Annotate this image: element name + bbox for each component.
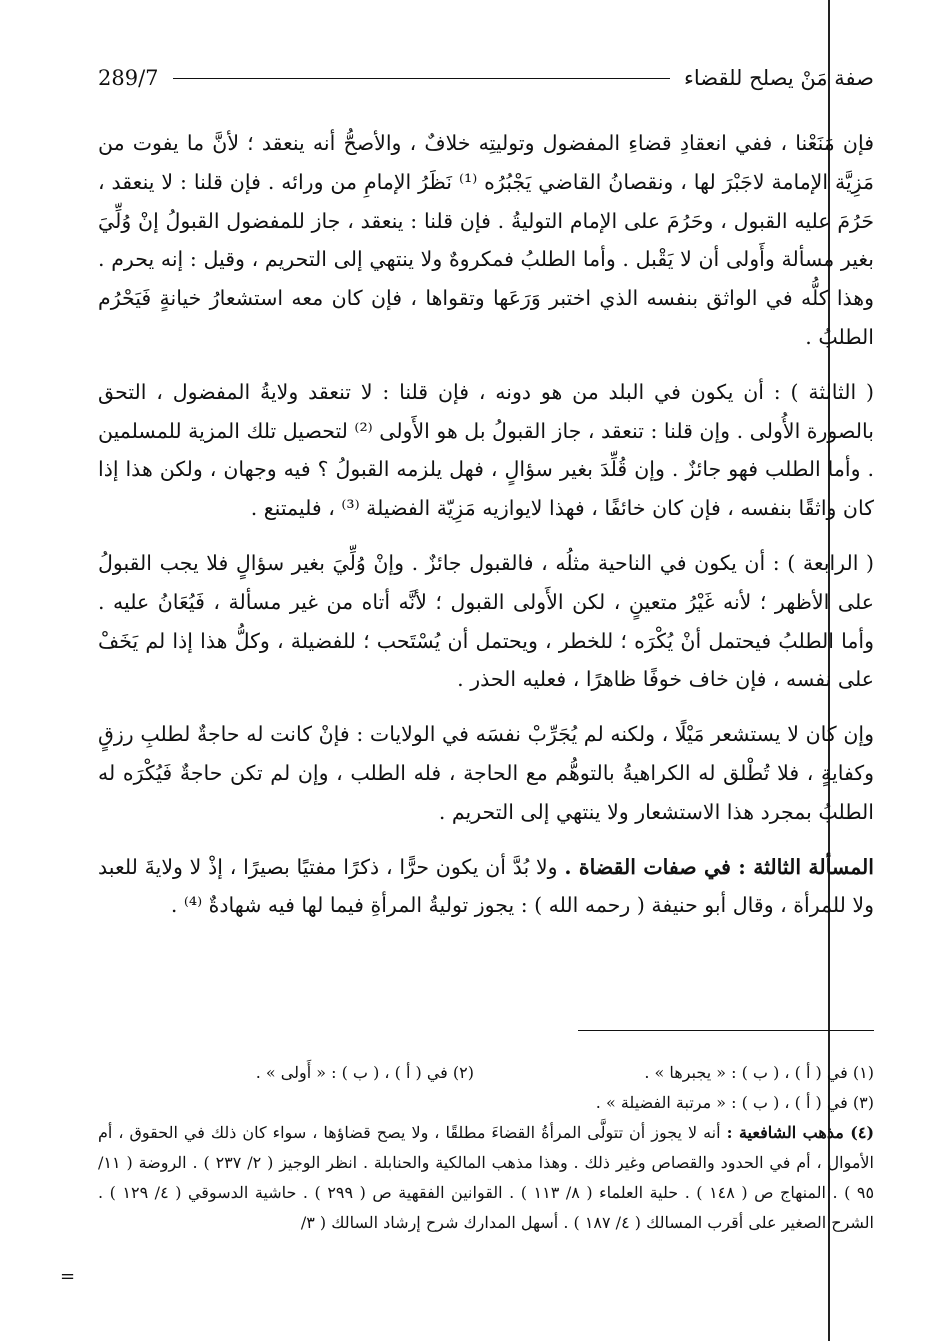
footnote-separator — [578, 1030, 874, 1031]
paragraph-4: وإن كان لا يستشعر مَيْلًا ، ولكنه لم يُجَرِّبْ نفسَه في الولايات : فإنْ كانت له حاجةٌ لطلبِ رزقٍ وكفايةٍ ، فلا تُطْلق له الكراهيةُ بالتوهُّم مع الحاجة ، فله الطلب ، وإن لم تكن حاجةٌ فَيُكْرَه له الطلبُ بمجرد هذا الاستشعار ولا ينتهي إلى التحريم . — [98, 722, 874, 824]
footnote-3: (٣) في ( أ ) ، ( ب ) : « مرتبة الفضيلة » . — [595, 1093, 874, 1112]
footnote-1: (١) في ( أ ) ، ( ب ) : « يجبرها » . — [644, 1063, 874, 1082]
continuation-mark: = — [60, 1266, 76, 1287]
footnote-row — [98, 1058, 874, 1088]
running-header — [98, 60, 874, 96]
section-heading: المسألة الثالثة : في صفات القضاة . — [564, 854, 874, 879]
paragraph-fourth-case: ( الرابعة ) : أن يكون في الناحية مثلُه ، فالقبول جائزٌ . وإنْ وُلِّيَ بغير سؤالٍ فلا يجب القبولُ على الأظهر ؛ لأنه غَيْرُ متعينٍ ، لكن الأَولى القبول ؛ لأنَّه أتاه من غير مسألة ، فَيُعَانُ عليه . وأما الطلبُ فيحتمل أنْ يُكْرَه ؛ للخطر ، ويحتمل أن يُسْتَحب ؛ للفضيلة ، وكلُّ هذا إذا لم يَخَفْ على نفسه ، فإن خاف خوفًا ظاهرًا ، فعليه الحذر . — [98, 550, 874, 692]
footnote-4-text: أنه لا يجوز أن تتولَّى المرأةُ القضاءَ مطلقًا ، ولا يصح قضاؤها ، سواء كان ذلك في الحقوق ، أم الأموال ، أم في الحدود والقصاص وغير ذلك . وهذا مذهب المالكية والحنابلة . انظر الوجيز ( ٢/ ٢٣٧ ) . الروضة ( ١١/ ٩٥ ) . المنهاج ص ( ١٤٨ ) . حلية العلماء ( ٨/ ١١٣ ) . القوانين الفقهية ص ( ٢٩٩ ) . حاشية الدسوقي ( ٤/ ١٢٩ ) . الشرح الصغير على أقرب المسالك ( ٤/ ١٨٧ ) . أسهل المدارك شرح إرشاد السالك ( ٣/ — [98, 1123, 875, 1232]
section-text: ولا بُدَّ أن يكون حرًّا ، ذكرًا مفتيًا بصيرًا ، إذْ لا ولايةَ للعبد ولا للمرأة ، وقال أبو حنيفة ( رحمه الله ) : يجوز توليةُ المرأةِ فيما لها فيه شهادةٌ ⁽⁴⁾ . — [98, 854, 874, 918]
header-title: صفة مَنْ يصلح للقضاء — [684, 66, 874, 90]
paragraph-1: فإن مَنَعْنا ، ففي انعقادِ قضاءِ المفضول وتوليتِه خلافٌ ، والأصحُّ أنه ينعقد ؛ لأنَّ ما يفوت من مَزِيَّة الإمامة لاجَبْرَ لها ، ونقصانُ القاضي يَجْبُرُه ⁽¹⁾ نَظَرُ الإمامِ من ورائه . فإن قلنا : لا ينعقد ، حَرُمَ عليه القبول ، وحَرُمَ على الإمام التوليةُ . فإن قلنا : ينعقد ، جاز للمفضول القبولُ إنْ وُلِّيَ بغير مسألة وأَولى أن لا يَقْبل . وأما الطلبُ فمكروهٌ ولا ينتهي إلى التحريم ، وقيل : إنه يحرم . وهذا كلُّه في الواثق بنفسه الذي اختبر وَرَعَها وتقواها ، فإن كان معه استشعارُ خيانةٍ فَيَحْرُم الطلبُ . — [98, 131, 874, 349]
footnote-4-heading: (٤) مذهب الشافعية : — [726, 1123, 875, 1142]
page-number: 289/7 — [98, 66, 159, 90]
main-text — [98, 124, 874, 941]
footnotes — [98, 1058, 874, 1238]
footnote-4 — [98, 1118, 874, 1238]
footnote-2: (٢) في ( أ ) ، ( ب ) : « أَولى » . — [255, 1063, 474, 1082]
header-rule — [173, 78, 670, 79]
paragraph-third-case: ( الثالثة ) : أن يكون في البلد من هو دونه ، فإن قلنا : لا تنعقد ولايةُ المفضول ، التحق بالصورة الأُولى . وإن قلنا : تنعقد ، جاز القبولُ بل هو الأَولى ⁽²⁾ لتحصيل تلك المزية للمسلمين . وأما الطلب فهو جائزٌ . وإن قُلِّدَ بغير سؤالٍ ، فهل يلزمه القبولُ ؟ فيه وجهان ، ولكن هذا إذا كان واثقًا بنفسه ، فإن كان خائفًا ، فهذا لايوازيه مَزِيّة الفضيلة ⁽³⁾ ، فليمتنع . — [98, 379, 874, 521]
paragraph-third-issue — [98, 848, 874, 926]
